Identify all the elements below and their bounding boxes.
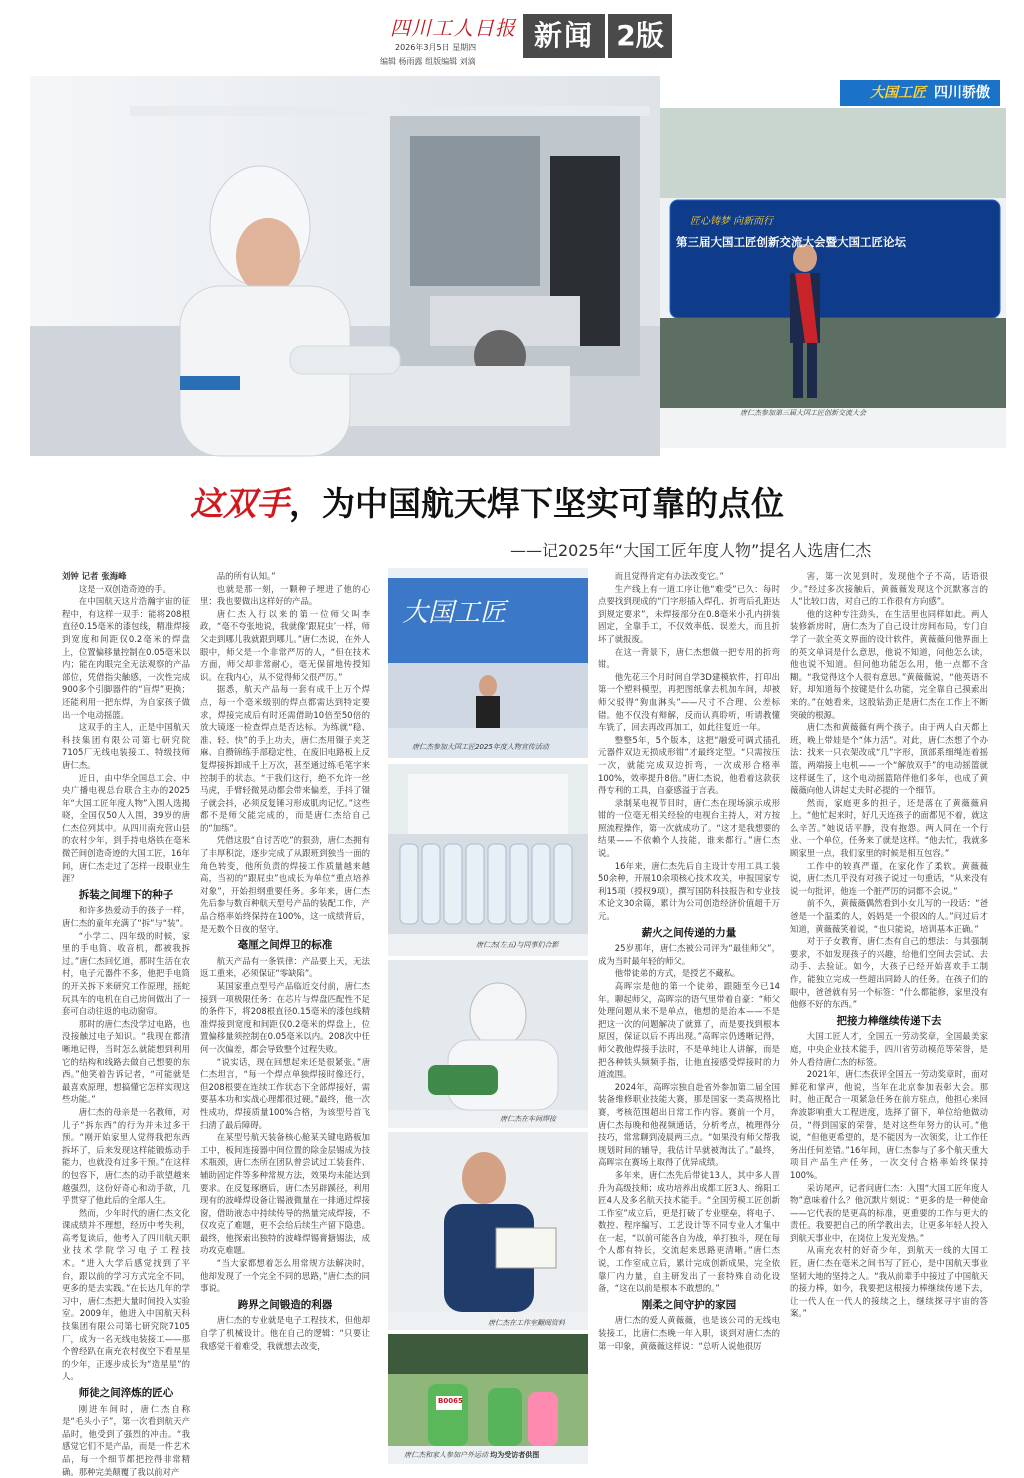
paragraph: 他的这种专注劲头，在生活里也同样如此。两人装修新房时，唐仁杰为了自己设计房间布局，专门自学了一款全英文界面的设计软件，黄薇薇问他界面上的英文单词是什么意思，他说不知道，问他怎么读，他也说不知道。但问他功能怎么用，他一点都不含糊。“我觉得这个人很有意思。”黄薇薇说，“他英语不好，却知道每个按键是什么功能，完全靠自己摸索出来的。”在她看来，这股钻劲正是唐仁杰在工作上不断突破的根源。 <box>790 608 988 720</box>
editor-credits: 编辑 杨雨露 组版编辑 刘滴 <box>380 57 476 66</box>
section-label: 新闻 <box>523 14 605 58</box>
section-heading: 跨界之间锻造的利器 <box>237 1298 333 1311</box>
paragraph: “小学二、四年级的时候，家里的手电筒、收音机，都被我拆过。”唐仁杰回忆道，那时生活在农村，电子元器件不多，他把手电筒的开关拆下来研究工作原理，摇蛇玩具车的电机在自己房间做出了一套可自动往返的电动窗帘。 <box>62 930 190 1017</box>
forum-photo <box>660 108 1006 448</box>
paragraph: 这双手的主人，正是中国航天科技集团有限公司第七研究院7105厂无线电装接工、特级技师唐仁杰。 <box>62 722 190 770</box>
paragraph: 这是一双创造奇迹的手。 <box>78 583 171 594</box>
paragraph: 品的所有认知。” <box>216 571 276 581</box>
hero-photo <box>30 76 660 456</box>
article-column-3 <box>598 570 780 1465</box>
paragraph: 16年来，唐仁杰先后自主设计专用工具工装50余种，开展10余项核心技术攻关，申报国家专利15项（授权9项），撰写国防科技报告和专业技术论文30余篇，累计为公司创造经济价值超千万元。 <box>598 860 780 922</box>
section-heading: 把接力棒继续传递下去 <box>836 1014 942 1027</box>
paragraph: 大国工匠人才，全国五一劳动奖章，全国最美家庭，中央企业技术能手，四川省劳动模范等荣誉，是外人看待唐仁杰的标签。 <box>790 1031 988 1067</box>
paragraph: 高晖宗是他的第一个徒弟，跟随至今已14年。聊起师父，高晖宗的语气里带着自豪：“师父处理问题从来不是单点，他想的是治本——不是把这一次的问题解决了就算了，而是要找到根本原因，保证以后不再出现。”高晖宗仍透晰记得，师父教他焊接手法时，不是单纯让人讲解，而是把各种铁头频频手指，让他直接感受焊接时的力道流围。 <box>598 981 780 1080</box>
forum-banner-top: 匠心铸梦 向新而行 <box>690 216 774 227</box>
headline-lead: 这双手 <box>190 484 289 523</box>
paragraph: 他带徒弟的方式，是授艺不藏私。 <box>614 968 741 979</box>
article-column-1 <box>62 570 190 1477</box>
column-brand: 大国工匠 <box>870 85 926 101</box>
paragraph: 在这一背景下，唐仁杰想做一把专用的折弯钳。 <box>598 646 780 670</box>
section-heading: 刚柔之间守护的家园 <box>641 1298 737 1311</box>
photo-credit: 均为受访者供图 <box>490 1451 540 1459</box>
photo-welding-illustration <box>388 960 588 1110</box>
page-number: 2版 <box>608 14 672 58</box>
photo-reading-illustration <box>388 1132 588 1312</box>
paragraph: 生产线上有一道工序让他“难受”已久：每时点要找到现成的“门字形插入焊孔、折弯后孔距达到规定要求”，未焊接部分在0.8毫米小孔内拼装固定，全靠手工，不仅效率低、误差大，而且折坏了就报废。 <box>598 583 780 644</box>
forum-illustration <box>660 108 1006 408</box>
hero-illustration <box>30 76 660 456</box>
paragraph: 整整5年，5个版本，这把“融爱可调式插孔元器件双边无损成形钳”才最终定型。“只需按压一次，就能完成双边折弯，一次成形合格率100%，效率提升8倍。”唐仁杰说，他看着这款获得专利的工具，自豪感溢于言表。 <box>598 734 780 796</box>
photo-event-caption: 唐仁杰参加大国工匠2025年度人物宣传活动 <box>412 743 549 751</box>
paragraph: 多年来，唐仁杰先后带徒13人，其中多人晋升为高级技师；成功培养出成都工匠3人、绵阳工匠4人及多名航天技术能手。“全国劳模工匠创新工作室”成立后，更是打破了专业壁垒，将电子、数控、程序编写、工艺设计等不同专业人才集中在一起，“以前可能各自为战，单打独斗，现在每个人都有特长，交流起来思路更清晰。”唐仁杰说，工作室成立后，累计完成创新成果，完全依靠厂内力量，自主研发出了一套特殊自动化设备，“这在以前是根本不敢想的。” <box>598 1169 780 1294</box>
paragraph: 害，第一次见到时，发现他个子不高，话语很少。”经过多次接触后，黄薇薇发现这个沉默寡言的人“比较口齿，对自己的工作很有方向感”。 <box>790 571 988 607</box>
paragraph: 也就是那一刻，一颗种子埋进了他的心里：我也要做出这样好的产品。 <box>200 583 370 607</box>
photo-team-caption: 唐仁杰(左五)与同事们合影 <box>476 941 559 949</box>
paragraph: 在某型号航天装备核心舱某关键电路板加工中，板间连接器中间位置的除金层锡成为技术瓶颈，唐仁杰所在团队曾尝试过工装套件、辅助固定件等多种常规方法，效果均未能达到要求。在反复琢磨后，唐仁杰另辟蹊径，利用现有的波峰焊设备让锡液微量在一排通过焊接窗，借助液态中持续传导的热量完成焊接，不仅攻克了难题，更不会给后续生产留下隐患。最终，他探索出独特的波峰焊锡膏搪锡法，成功攻克难题。 <box>200 1132 370 1256</box>
paragraph: “说实话，现在回想起来还是很紧张。”唐仁杰坦言，“每一个焊点单独焊接时像还行，但208根要在连续工作状态下全部焊接好，需要基本功和实战心理都很过硬。”最终，他一次性成功，焊接质量100%合格，为该型号首飞扫清了最后障碍。 <box>200 1056 370 1130</box>
race-bib: B0065 <box>438 1397 463 1405</box>
forum-banner: 第三届大国工匠创新交流大会暨大国工匠论坛 <box>676 235 906 249</box>
photo-welding-caption: 唐仁杰在车间焊接 <box>500 1115 556 1123</box>
photo-family <box>388 1334 588 1464</box>
paragraph: 他先花三个月时间自学3D建模软件，打印出第一个塑料模型，再把图纸拿去机加车间，却被师父驳得“狗血淋头”——尺寸不合理、公差标错。他不仅没有辩解，反而认真聆听，听请教懂车铣了，回去再改再加工，如此往复近一年。 <box>598 671 780 733</box>
forum-caption: 唐仁杰参加第三届大国工匠创新交流大会 <box>740 409 866 417</box>
paragraph: “当大家都想着怎么用常规方法解决时，他却发现了一个完全不同的思路，”唐仁杰的同事说。 <box>200 1258 370 1294</box>
column-name: 四川骄傲 <box>934 85 990 101</box>
paragraph: 然而，家庭更多的担子，还是落在了黄薇薇肩上。“他忙起来时，好几天连孩子的面都见不着，就这么辛苦。”她说话平静，没有抱怨。两人同在一个行业、一个单位，任务来了就是这样。“他去忙，我就多顾家里一点，我们家里的时候是相互包容。” <box>790 797 988 859</box>
newspaper-logo: 四川工人日报 <box>390 16 516 40</box>
paragraph: 工作中的较真严谨，在家化作了柔软。黄薇薇说，唐仁杰几乎没有对孩子说过一句重话，“从来没有说一句批评，他连一个脏严厉的词都不会说。” <box>790 860 988 896</box>
paragraph: 25岁那年，唐仁杰被公司评为“最佳师父”，成为当时最年轻的师父。 <box>598 943 780 966</box>
paragraph: 2024年，高晖宗独自赴省外参加第二届全国装备维修职业技能大赛，那是国家一类高规格比赛，考核范围超出日常工作内容。赛前一个月，唐仁杰每晚和他视频通话，分析考点，梳理得分技巧，常常聊到凌晨两三点。“如果没有师父帮我规划时间的辅导，我估计早就被淘汰了。”最终，高晖宗在赛场上取得了优异成绩。 <box>598 1081 780 1168</box>
photo-family-illustration <box>388 1334 588 1446</box>
paragraph: 和许多热爱动手的孩子一样，唐仁杰的童年充满了“拆”与“装”。 <box>62 905 190 929</box>
paragraph: 录制某电视节目时，唐仁杰在现场演示成形钳的一位毫无相关经验的电视台主持人，对方按照流程操作，第一次就成功了。“这才是我想要的结果——不依赖个人技能，谁来都行。”唐仁杰说。 <box>598 797 780 859</box>
subhead: ——记2025年“大国工匠年度人物”提名人选唐仁杰 <box>510 541 872 560</box>
photo-team <box>388 764 588 956</box>
paragraph: 对于子女教育，唐仁杰有自己的想法：与其强制要求，不如发现孩子的兴趣，给他们空间去尝试、去动手、去验证。如今，大孩子已经开始喜欢手工制作，能独立完成一些超出同龄人的任务。在孩子们的眼中，爸爸就有另一个标签：“什么都能修，家里没有他修不好的东西。” <box>790 936 988 1010</box>
paragraph: 采访尾声，记者问唐仁杰：入围“大国工匠年度人物”意味着什么？他沉默片刻说：“更多的是一种使命——它代表的是更高的标准，更重要的工作与更大的责任。我要把自己的所学教出去，让更多年轻人投入到航天事业中，在岗位上发光发热。” <box>790 1182 988 1243</box>
paragraph: 在中国航天这片浩瀚宇宙的征程中，有这样一双手：能将208根直径0.15毫米的漆包线，精准焊接到宽度和间距仅0.2毫米的焊盘上，位置偏移量控制在0.05毫米以内；能在肉眼完全无法观察的产品部位，凭借指尖触感，一次性完成900多个引脚器件的“盲焊”更换；还能利用一把东焊，为自家孩子做出一个电动摇篮。 <box>62 596 190 720</box>
paragraph: 那时的唐仁杰没学过电路，也没接触过电子知识。“我现在都清晰地记得，当时怎么就能想到利用它的结构和线路去做自己想要的东西。”他笑着告诉记者，“可能就是最喜欢原理，想搞懂它怎样实现这些功能。” <box>62 1018 190 1105</box>
paragraph: 唐仁杰的爱人黄薇薇，也是该公司的无线电装接工，比唐仁杰晚一年入职，谈到对唐仁杰的第一印象，黄薇薇这样说：“总听人说他很厉 <box>598 1315 780 1351</box>
paragraph: 航天产品有一条铁律：产品要上天，无法返工重来，必须保证“零缺陷”。 <box>200 955 370 979</box>
photo-family-caption-text: 唐仁杰和家人参加户外运动 <box>404 1451 488 1459</box>
paragraph: 2021年，唐仁杰获评全国五一劳动奖章时，面对鲜花和掌声，他说，当年在北京参加表彰大会。那时，他正配合一项紧急任务在前方驻点，他担心来回奔波影响重大工程进度，选择了留下，单位给他做动员，“得到国家的荣誉，是对这些年努力的认可。”他说，“但他更希望的，是不能因为一次领奖，让工作任务出任何差错。”16年间，唐仁杰参与了多个航天重大项目产品生产任务，一次交付合格率始终保持100%。 <box>790 1069 988 1180</box>
headline-rest: ，为中国航天焊下坚实可靠的点位 <box>289 484 784 523</box>
paragraph: 唐仁杰和黄薇薇有两个孩子。由于两人白天都上班，晚上带娃是个“体力活”。对此，唐仁杰想了个办法：找来一只衣架改成“几”字形，顶部系细绳连着摇篮，两端接上电机——一个“解放双手”的电动摇篮就这样诞生了，这个电动摇篮陪伴他们多年，也成了黄薇薇向他人讲起丈夫时必提的一个细节。 <box>790 722 988 796</box>
paragraph: 从南充农村的好奇少年，到航天一线的大国工匠，唐仁杰在毫米之间书写了匠心，是中国航天事业坚韧大地的坚持之人。“我从前辈手中接过了中国航天的接力棒，如今，我要把这根接力棒继续传递下去，让一代人在一代人的接续之上，继续探寻宇宙的答案。” <box>790 1245 988 1319</box>
article-column-2 <box>200 570 370 1465</box>
paragraph: 前不久，黄薇薇偶然看到小女儿写的一段话：“爸爸是一个温柔的人，妈妈是一个很凶的人。”问过后才知道，黄薇薇笑着说，“也只能说，培训基本正确。” <box>790 898 988 934</box>
photo-welding <box>388 960 588 1128</box>
issue-date: 2026年3月5日 星期四 <box>395 43 477 52</box>
photo-event <box>388 568 588 758</box>
paragraph: 唐仁杰入行以来的第一位师父叫李政，“毫不夸张地说，我就像‘跟屁虫’一样，师父走到哪儿我就跟到哪儿。”唐仁杰说，在外人眼中，师父是一个非常严厉的人，“但在技术方面，师父却非常耐心，毫无保留地传授知识。在我内心，从不觉得师父很严厉。” <box>200 608 370 682</box>
photo-family-caption <box>404 1450 539 1460</box>
paragraph: 然而，少年时代的唐仁杰文化课成绩并不理想，经历中考失利，高考复读后，他考入了四川航天职业技术学院学习电子工程技术。“进入大学后感觉找到了平台，跟以前的学习方式完全不同，更多的是去实践。”在长达几年的学习中，唐仁杰把大量时间投入实验室。2009年，他进入中国航天科技集团有限公司第七研究院7105厂，成为一名无线电装接工——那个曾经趴在南充农村夜空下看星星的少年，正逐步成长为“造星星”的人。 <box>62 1207 190 1382</box>
paragraph: 据悉，航天产品每一套有成千上万个焊点，每一个毫米级别的焊点都需达到特定要求，焊接完成后有时还需借助10倍至50倍的放大镜逐一检查焊点是否达标。为练就“稳、准、轻、快”的手上功夫，唐仁杰用镊子夹芝麻、自攒锦练手部稳定性，在废旧电路板上反复焊接拆卸成千上万次，甚至通过练毛笔字来控制手的状态。“干我们这行，绝不允许一丝马虎，手臂轻微晃动都会带来偏差，手抖了镊子就会抖，必须反复锤习形成肌肉记忆。”这些都不是师父能完成的，而是唐仁杰给自己的“加练”。 <box>200 684 370 833</box>
section-heading: 师徒之间淬炼的匠心 <box>78 1387 174 1399</box>
paragraph: 唐仁杰的专业就是电子工程技术，但他却自学了机械设计。他在自己的逻辑：“只要让我感觉干着难受，我就想去改变， <box>200 1315 370 1351</box>
paragraph: 凭借这股“自讨苦吃”的狠劲，唐仁杰拥有了丰厚积淀，逐步完成了从跟班到独当一面的角色转变，他所负责的焊接工作质量越来越高，当初的“跟屁虫”也成长为单位“重点培养对象”，开始担纲重要任务。多年来，唐仁杰先后参与数百种航天型号产品的装配工作，产品合格率始终保持在100%，这一成绩背后，是无数个日夜的坚守。 <box>200 835 370 934</box>
byline: 刘钟 记者 张海峰 <box>62 571 127 581</box>
paragraph: 唐仁杰的母亲是一名教师，对儿子“拆东西”的行为并未过多干预。“刚开始家里人觉得我把东西拆坏了，后来发现这样能锻炼动手能力，也就没有过多干预。”在这样的包容下，唐仁杰的动手欲望越来越强烈，这份好奇心和动手欲，几乎贯穿了他此后的全部人生。 <box>62 1106 190 1206</box>
paragraph: 刚进车间时，唐仁杰自称是“毛头小子”，第一次看到航天产品时，他受到了强烈的冲击。“我感觉它们不是产品，而是一件艺术品，每一个细节都把控得非常精确。那种完美颠覆了我以前对产 <box>62 1403 190 1477</box>
article-column-4 <box>790 570 988 1465</box>
section-heading: 薪火之间传递的力量 <box>641 926 737 939</box>
headline <box>190 478 850 525</box>
paragraph: 近日，由中华全国总工会、中央广播电视总台联合主办的2025年“大国工匠年度人物”入围人选揭晓，全国仅50人入围，39岁的唐仁杰位列其中。从四川南充营山县的农村少年，到手持电烙铁在毫米微芒间创造奇迹的大国工匠，16年间，唐仁杰走过了怎样一段职业生涯？ <box>62 772 190 884</box>
section-heading: 拆装之间埋下的种子 <box>78 888 174 901</box>
paragraph: 而且觉得肯定有办法改变它。” <box>614 571 724 581</box>
photo-event-banner: 大国工匠 <box>402 598 507 628</box>
photo-reading <box>388 1132 588 1330</box>
column-tag <box>840 80 1000 106</box>
section-heading: 毫厘之间焊卫的标准 <box>237 939 333 952</box>
paragraph: 某国家重点型号产品临近交付前，唐仁杰接到一项极限任务：在芯片与焊盘匹配性不足的条件下，将208根直径0.15毫米的漆包线精准焊接到宽度和间距仅0.2毫米的焊盘上，位置偏移量须控制在0.05毫米以内。208次中任何一次偏差，都会导致整个过程失败。 <box>200 981 370 1054</box>
photo-team-illustration <box>388 764 588 934</box>
photo-reading-caption: 唐仁杰在工作室翻阅资料 <box>488 1319 565 1327</box>
